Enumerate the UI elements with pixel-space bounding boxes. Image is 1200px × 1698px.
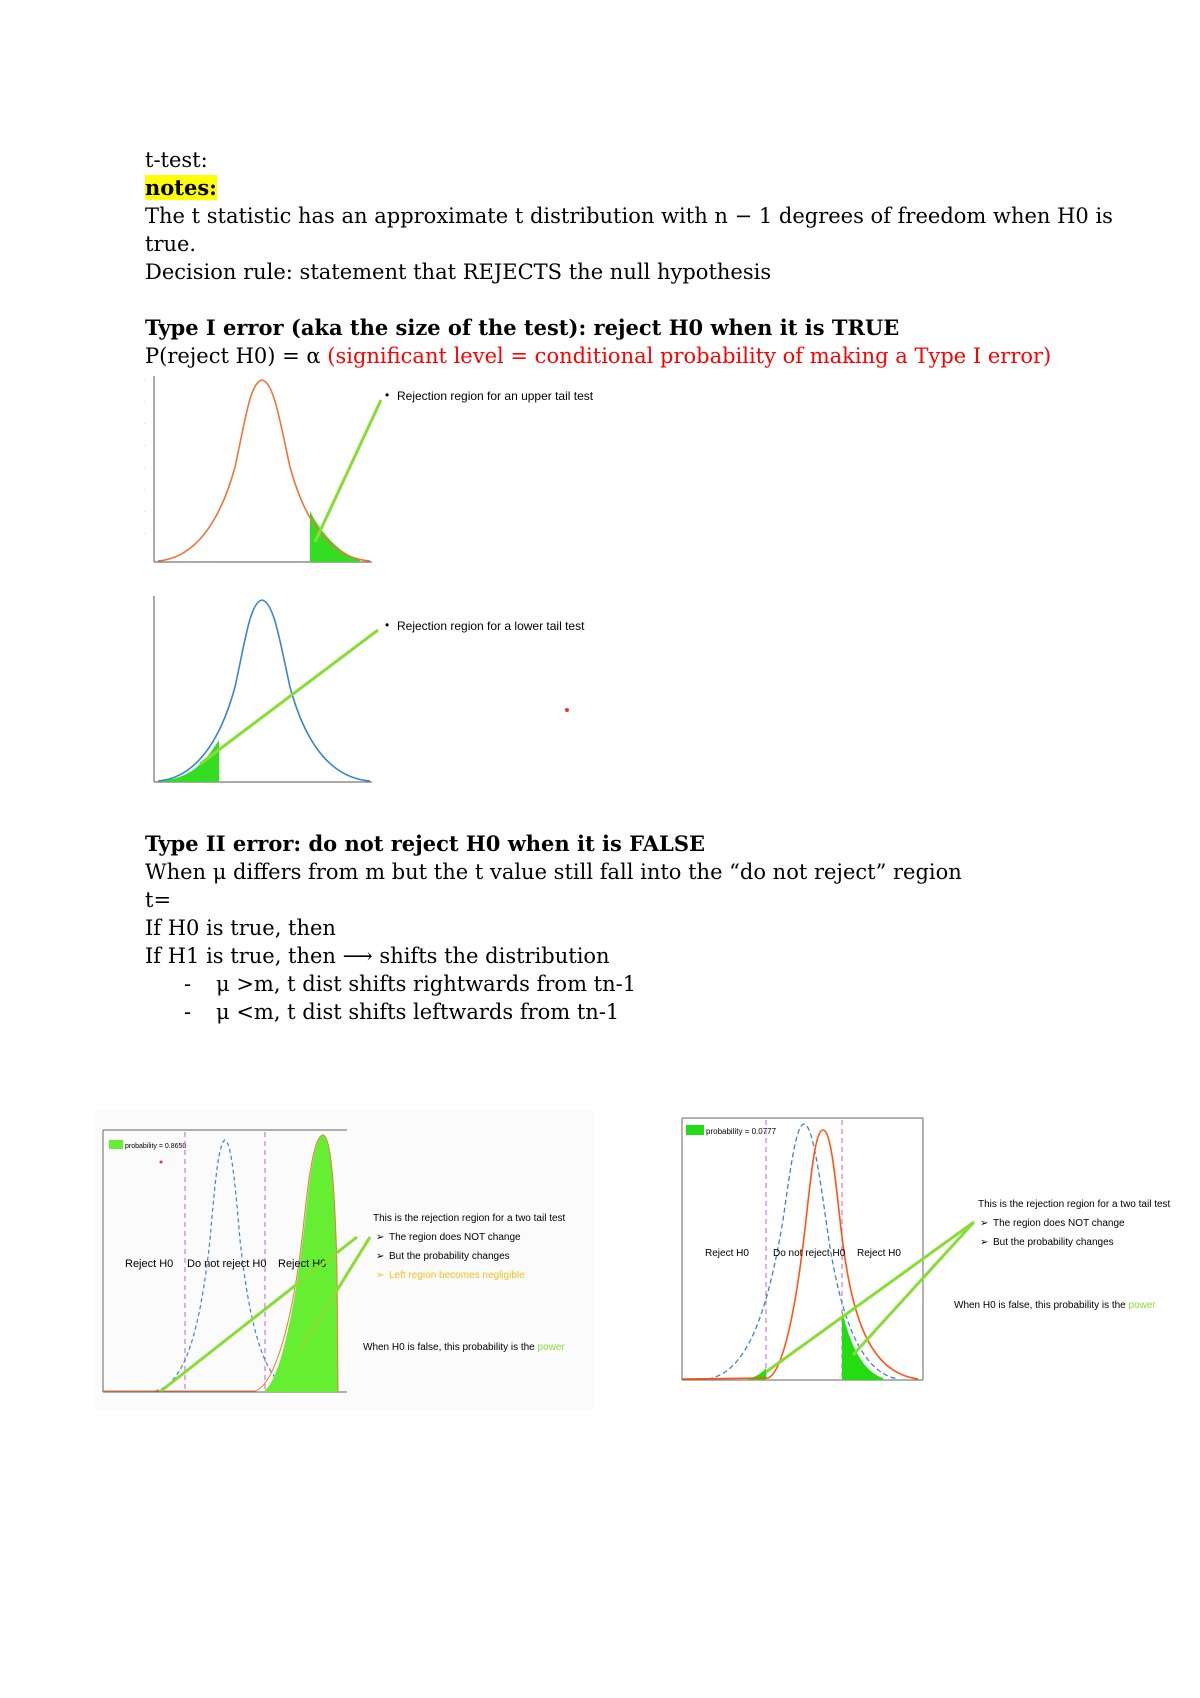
two-tail-figure-left <box>95 1110 595 1410</box>
two-tail-left-power-note <box>363 1342 565 1353</box>
two-tail-right-do-not-reject: Do not reject H0 <box>773 1248 846 1259</box>
two-tail-right-note-1: This is the rejection region for a two tail test <box>978 1199 1171 1210</box>
two-tail-right-note-2: The region does NOT change <box>993 1218 1125 1229</box>
upper-tail-density-curve <box>158 380 370 561</box>
two-tail-right-legend: probability = 0.0777 <box>706 1127 777 1136</box>
two-tail-left-red-dot <box>160 1161 163 1164</box>
upper-tail-pointer-line <box>315 400 381 542</box>
type2-if-h1: If H1 is true, then ⟶ shifts the distribution <box>145 944 610 968</box>
bullet-item-2: μ <m, t dist shifts leftwards from tn-1 <box>216 1000 620 1024</box>
two-tail-left-note-2: The region does NOT change <box>389 1232 521 1243</box>
bullet-marker-2: - <box>184 1000 192 1024</box>
two-tail-right-arrow-2: ➢ <box>980 1237 989 1248</box>
upper-tail-marker: • <box>385 388 390 402</box>
svg-text:.: . <box>144 398 146 404</box>
two-tail-left-note-1: This is the rejection region for a two tail test <box>373 1213 566 1224</box>
svg-text:.: . <box>144 420 146 426</box>
two-tail-right-power-word: power <box>1128 1300 1156 1311</box>
lower-tail-pointer-line <box>200 630 378 764</box>
type1-prob-formula: P(reject H0) = α <box>145 344 328 368</box>
svg-text:.: . <box>144 376 146 382</box>
two-tail-left-arrow-1: ➢ <box>376 1232 385 1243</box>
two-tail-left-note-4: Left region becomes negligible <box>389 1270 525 1281</box>
upper-tail-label: Rejection region for an upper tail test <box>397 389 594 403</box>
t-statistic-note: The t statistic has an approximate t distribution with n − 1 degrees of freedom when H0 is <box>145 204 1113 228</box>
svg-text:.: . <box>144 442 146 448</box>
two-tail-left-power-prefix: When H0 is false, this probability is the <box>363 1342 538 1353</box>
two-tail-right-power-note <box>954 1300 1156 1311</box>
two-tail-right-pointer-1 <box>766 1222 974 1372</box>
type2-heading: Type II error: do not reject H0 when it is FALSE <box>145 831 705 856</box>
svg-text:.: . <box>144 464 146 470</box>
two-tail-left-do-not-reject: Do not reject H0 <box>187 1258 267 1270</box>
two-tail-left-note-3: But the probability changes <box>389 1251 510 1262</box>
two-tail-left-legend-swatch <box>109 1140 123 1149</box>
two-tail-left-arrow-2: ➢ <box>376 1251 385 1262</box>
svg-text:.: . <box>144 486 146 492</box>
upper-tail-axes <box>154 376 372 562</box>
decision-rule-note: Decision rule: statement that REJECTS the null hypothesis <box>145 260 772 284</box>
two-tail-left-reject-right: Reject H0 <box>278 1258 327 1270</box>
lower-tail-label: Rejection region for a lower tail test <box>397 619 585 633</box>
lower-tail-marker: • <box>385 618 390 632</box>
two-tail-left-arrow-3: ➢ <box>376 1270 385 1281</box>
two-tail-right-pointer-2 <box>853 1222 974 1355</box>
stray-red-dot <box>565 708 569 712</box>
type1-heading: Type I error (aka the size of the test): reject H0 when it is TRUE <box>145 315 900 340</box>
upper-tail-ticks <box>144 376 146 536</box>
page-heading: t-test: <box>145 148 208 172</box>
notes-label <box>145 174 217 202</box>
two-tail-left-power-word: power <box>537 1342 565 1353</box>
notes-highlight: notes: <box>145 175 217 200</box>
type1-prob-note: (significant level = conditional probability of making a Type I error) <box>327 344 1052 368</box>
bullet-item-1: μ >m, t dist shifts rightwards from tn-1 <box>216 972 637 996</box>
lower-tail-axes <box>154 596 372 782</box>
upper-tail-figure <box>140 372 610 572</box>
type2-explanation: When μ differs from m but the t value still fall into the “do not reject” region <box>145 860 962 884</box>
lower-tail-density-curve <box>158 600 370 781</box>
svg-text:.: . <box>144 530 146 536</box>
bullet-marker-1: - <box>184 972 192 996</box>
two-tail-left-legend: probability = 0.8650 <box>125 1143 187 1150</box>
two-tail-figure-right <box>668 1110 1178 1400</box>
two-tail-right-power-prefix: When H0 is false, this probability is the <box>954 1300 1129 1311</box>
two-tail-right-note-3: But the probability changes <box>993 1237 1114 1248</box>
type2-t-formula: t= <box>145 888 172 912</box>
two-tail-right-legend-swatch <box>686 1125 704 1135</box>
svg-text:.: . <box>144 508 146 514</box>
two-tail-left-reject-left: Reject H0 <box>125 1258 174 1270</box>
two-tail-right-reject-right: Reject H0 <box>857 1248 901 1259</box>
two-tail-right-arrow-1: ➢ <box>980 1218 989 1229</box>
lower-tail-figure <box>140 592 610 802</box>
t-statistic-note-cont: true. <box>145 232 197 256</box>
two-tail-right-reject-left: Reject H0 <box>705 1248 749 1259</box>
type1-probability <box>145 342 1051 370</box>
type2-if-h0: If H0 is true, then <box>145 916 336 940</box>
